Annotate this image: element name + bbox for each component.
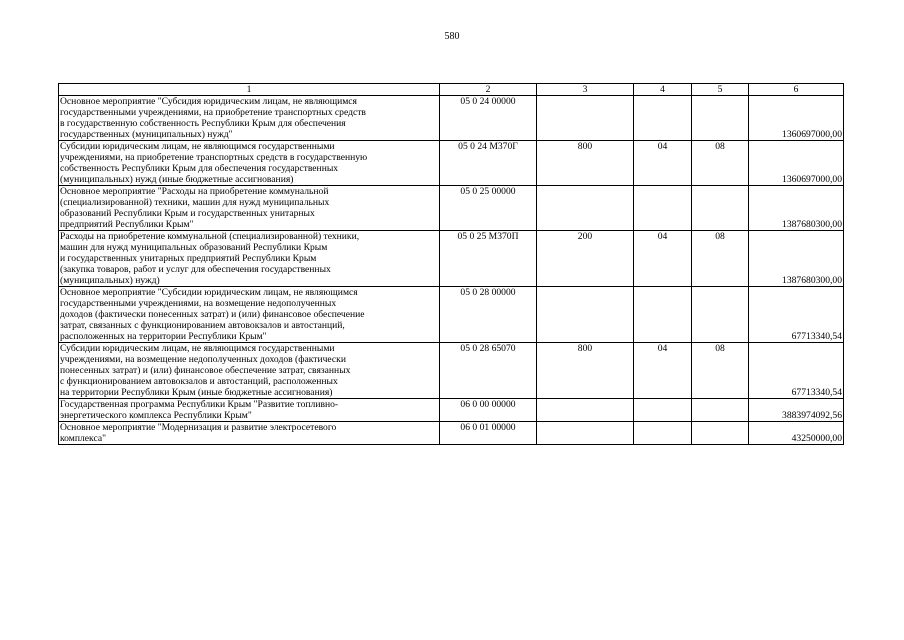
row-name-cell: Субсидии юридическим лицам, не являющимся государственными учреждениями, на приобретение транспортных средств в государственную собственность Республики Крым для обеспечения государственных (муниципальных) нужд (иные бюджетные ассигнования) [59, 141, 440, 186]
header-cell-2: 2 [440, 84, 537, 96]
header-cell-5: 5 [692, 84, 749, 96]
row-section-cell [634, 186, 692, 231]
row-subsection-cell [692, 287, 749, 343]
row-section-cell [634, 422, 692, 445]
row-code-cell: 05 0 24 00000 [440, 96, 537, 141]
row-amount-cell: 1360697000,00 [749, 96, 844, 141]
table-row [59, 186, 844, 231]
row-expense-type-cell: 800 [537, 343, 634, 399]
row-amount-cell: 1360697000,00 [749, 141, 844, 186]
table-body [59, 84, 844, 445]
header-cell-3: 3 [537, 84, 634, 96]
row-section-cell [634, 399, 692, 422]
row-expense-type-cell [537, 186, 634, 231]
row-amount-cell: 43250000,00 [749, 422, 844, 445]
row-expense-type-cell [537, 287, 634, 343]
row-name-cell: Государственная программа Республики Крым "Развитие топливно- энергетического комплекса Республики Крым" [59, 399, 440, 422]
row-code-cell: 05 0 28 65070 [440, 343, 537, 399]
table-row [59, 287, 844, 343]
row-amount-cell: 3883974092,56 [749, 399, 844, 422]
row-section-cell: 04 [634, 343, 692, 399]
row-section-cell [634, 287, 692, 343]
row-subsection-cell [692, 422, 749, 445]
header-cell-4: 4 [634, 84, 692, 96]
table-row [59, 96, 844, 141]
row-section-cell: 04 [634, 231, 692, 287]
row-amount-cell: 1387680300,00 [749, 231, 844, 287]
row-expense-type-cell [537, 422, 634, 445]
page-number: 580 [444, 31, 460, 42]
table-row [59, 343, 844, 399]
row-name-cell: Расходы на приобретение коммунальной (специализированной) техники, машин для нужд муниципальных образований Республики Крым и государственных унитарных предприятий Республики Крым (закупка товаров, работ и услуг для обеспечения государственных (муниципальных) нужд) [59, 231, 440, 287]
row-amount-cell: 67713340,54 [749, 287, 844, 343]
row-subsection-cell [692, 96, 749, 141]
row-amount-cell: 1387680300,00 [749, 186, 844, 231]
row-subsection-cell: 08 [692, 141, 749, 186]
header-cell-1: 1 [59, 84, 440, 96]
row-subsection-cell: 08 [692, 343, 749, 399]
table-row [59, 399, 844, 422]
table-row [59, 141, 844, 186]
row-code-cell: 05 0 28 00000 [440, 287, 537, 343]
row-section-cell: 04 [634, 141, 692, 186]
row-code-cell: 06 0 00 00000 [440, 399, 537, 422]
row-expense-type-cell [537, 399, 634, 422]
table-row [59, 231, 844, 287]
row-amount-cell: 67713340,54 [749, 343, 844, 399]
budget-table [58, 83, 844, 445]
row-name-cell: Основное мероприятие "Субсидии юридическим лицам, не являющимся государственными учреждениями, на возмещение недополученных доходов (фактически понесенных затрат) и (или) финансовое обеспечение затрат, связанных с функционированием автовокзалов и автостанций, расположенных на территории Республики Крым" [59, 287, 440, 343]
row-subsection-cell [692, 186, 749, 231]
row-subsection-cell: 08 [692, 231, 749, 287]
row-expense-type-cell: 200 [537, 231, 634, 287]
row-code-cell: 05 0 25 М370П [440, 231, 537, 287]
row-name-cell: Субсидии юридическим лицам, не являющимся государственными учреждениями, на возмещение недополученных доходов (фактически понесенных затрат) и (или) финансовое обеспечение затрат, связанных с функционированием автовокзалов и автостанций, расположенных на территории Республики Крым (иные бюджетные ассигнования) [59, 343, 440, 399]
header-cell-6: 6 [749, 84, 844, 96]
row-code-cell: 05 0 24 М370Г [440, 141, 537, 186]
table-row [59, 422, 844, 445]
row-subsection-cell [692, 399, 749, 422]
row-expense-type-cell [537, 96, 634, 141]
row-expense-type-cell: 800 [537, 141, 634, 186]
row-code-cell: 05 0 25 00000 [440, 186, 537, 231]
table-header-row [59, 84, 844, 96]
row-name-cell: Основное мероприятие "Расходы на приобретение коммунальной (специализированной) техники, машин для нужд муниципальных образований Республики Крым и государственных унитарных предприятий Республики Крым" [59, 186, 440, 231]
row-name-cell: Основное мероприятие "Субсидия юридическим лицам, не являющимся государственными учреждениями, на приобретение транспортных средств в государственную собственность Республики Крым для обеспечения государственных (муниципальных) нужд" [59, 96, 440, 141]
row-name-cell: Основное мероприятие "Модернизация и развитие электросетевого комплекса" [59, 422, 440, 445]
row-section-cell [634, 96, 692, 141]
row-code-cell: 06 0 01 00000 [440, 422, 537, 445]
